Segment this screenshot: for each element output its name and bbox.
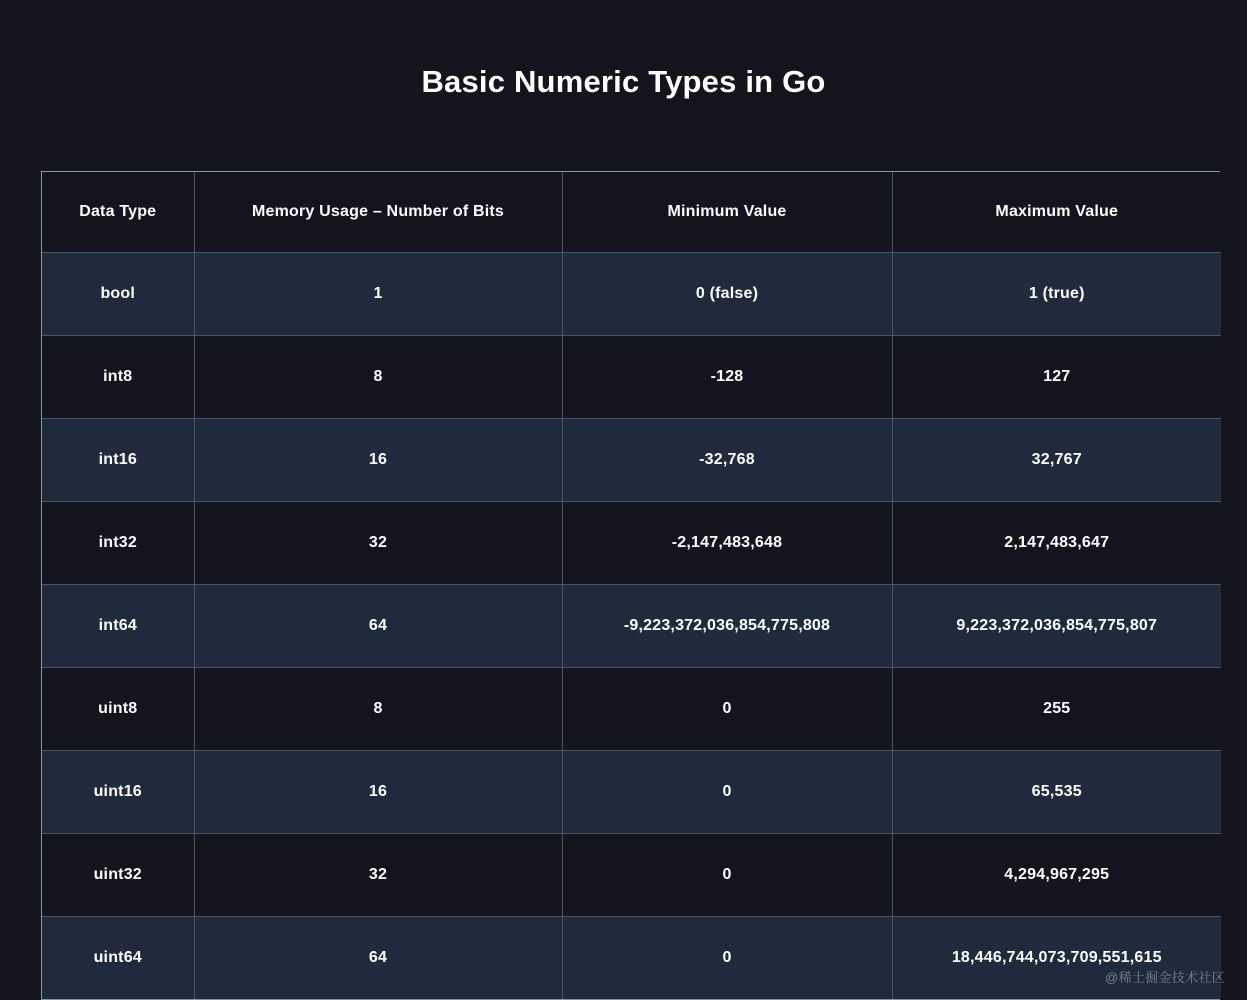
table-body	[42, 253, 1221, 1000]
cell-data-type: uint32	[42, 834, 194, 917]
table-row	[42, 419, 1221, 502]
cell-data-type: uint8	[42, 668, 194, 751]
column-header-data-type: Data Type	[42, 172, 194, 253]
table-row	[42, 668, 1221, 751]
cell-min: 0	[562, 834, 892, 917]
table-row	[42, 502, 1221, 585]
cell-min: 0	[562, 668, 892, 751]
cell-min: -9,223,372,036,854,775,808	[562, 585, 892, 668]
cell-min: -2,147,483,648	[562, 502, 892, 585]
cell-data-type: int64	[42, 585, 194, 668]
types-table-container	[41, 171, 1220, 1000]
cell-bits: 8	[194, 336, 562, 419]
cell-min: -128	[562, 336, 892, 419]
cell-max: 18,446,744,073,709,551,615	[892, 917, 1221, 1000]
column-header-minimum-value: Minimum Value	[562, 172, 892, 253]
cell-max: 32,767	[892, 419, 1221, 502]
cell-max: 4,294,967,295	[892, 834, 1221, 917]
cell-data-type: int8	[42, 336, 194, 419]
column-header-maximum-value: Maximum Value	[892, 172, 1221, 253]
cell-bits: 1	[194, 253, 562, 336]
column-header-memory-usage: Memory Usage – Number of Bits	[194, 172, 562, 253]
cell-bits: 8	[194, 668, 562, 751]
cell-bits: 64	[194, 917, 562, 1000]
cell-max: 255	[892, 668, 1221, 751]
watermark: @稀土掘金技术社区	[1105, 970, 1225, 985]
table-row	[42, 253, 1221, 336]
cell-data-type: int16	[42, 419, 194, 502]
types-table	[42, 172, 1221, 999]
cell-min: 0	[562, 751, 892, 834]
table-row	[42, 834, 1221, 917]
cell-min: 0 (false)	[562, 253, 892, 336]
cell-max: 65,535	[892, 751, 1221, 834]
cell-max: 127	[892, 336, 1221, 419]
table-header	[42, 172, 1221, 253]
table-row	[42, 336, 1221, 419]
cell-max: 1 (true)	[892, 253, 1221, 336]
cell-min: -32,768	[562, 419, 892, 502]
table-header-row	[42, 172, 1221, 253]
cell-bits: 16	[194, 751, 562, 834]
table-row	[42, 917, 1221, 1000]
cell-data-type: int32	[42, 502, 194, 585]
cell-max: 9,223,372,036,854,775,807	[892, 585, 1221, 668]
cell-min: 0	[562, 917, 892, 1000]
cell-bits: 64	[194, 585, 562, 668]
cell-data-type: bool	[42, 253, 194, 336]
cell-bits: 16	[194, 419, 562, 502]
page-title: Basic Numeric Types in Go	[421, 64, 826, 99]
table-row	[42, 751, 1221, 834]
cell-data-type: uint64	[42, 917, 194, 1000]
cell-data-type: uint16	[42, 751, 194, 834]
cell-bits: 32	[194, 502, 562, 585]
cell-bits: 32	[194, 834, 562, 917]
cell-max: 2,147,483,647	[892, 502, 1221, 585]
table-row	[42, 585, 1221, 668]
